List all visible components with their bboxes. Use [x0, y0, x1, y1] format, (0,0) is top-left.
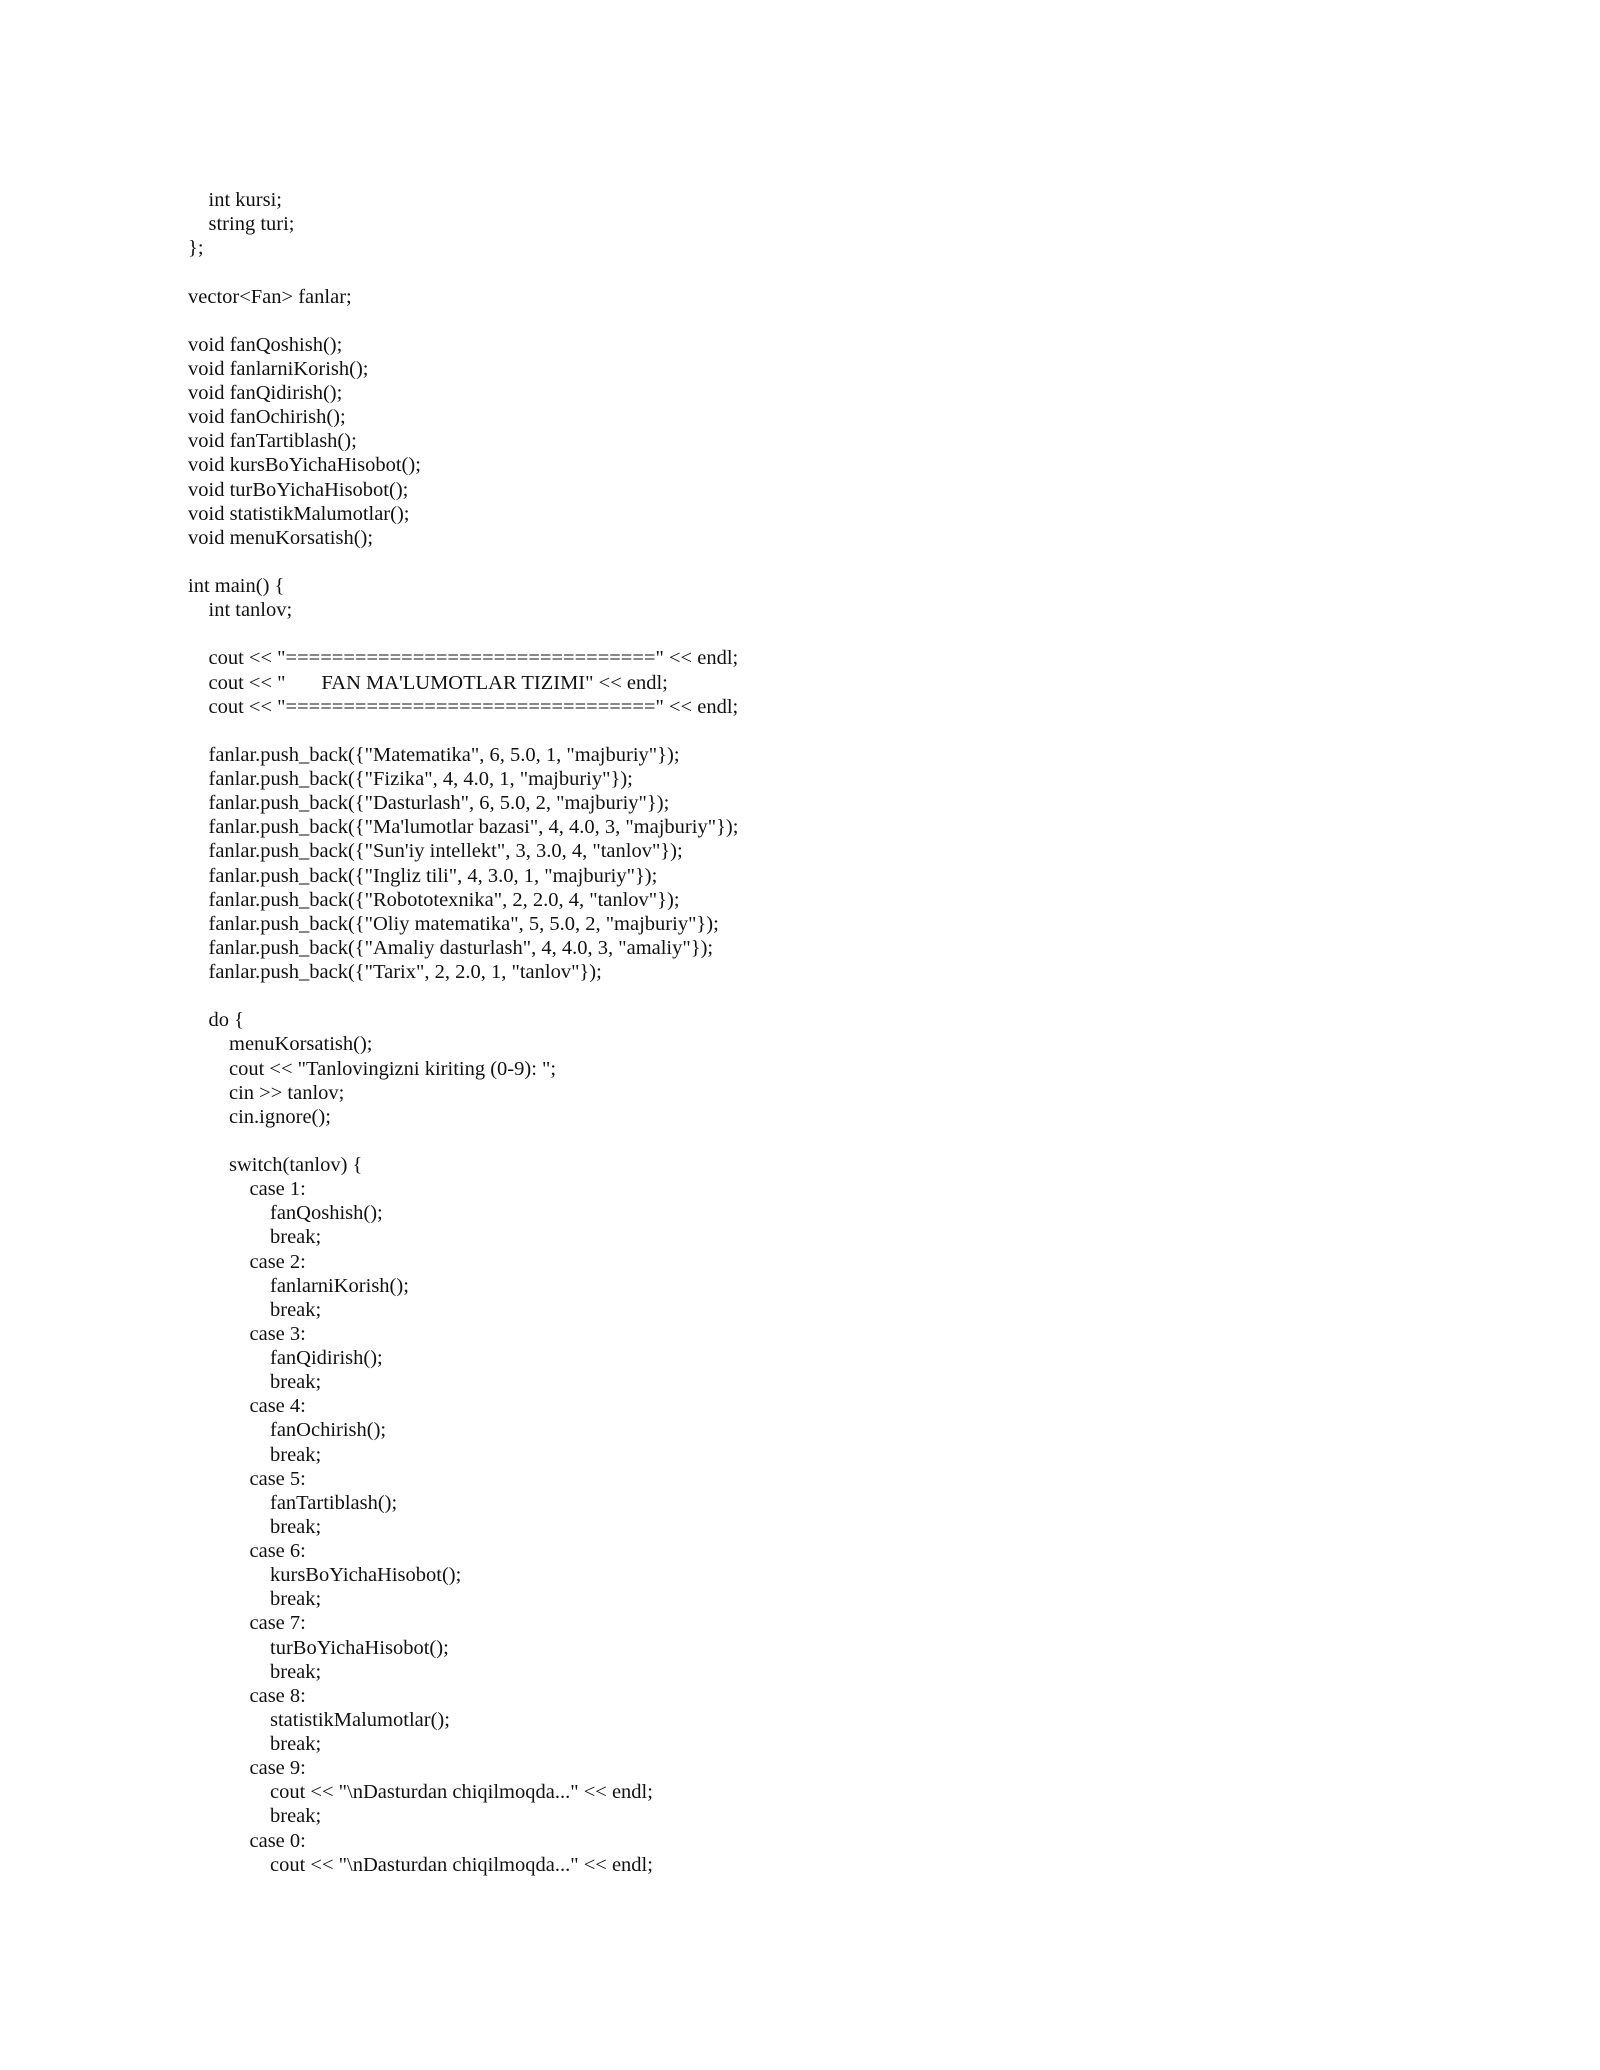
- code-line: cout << "\nDasturdan chiqilmoqda..." << endl;: [188, 1853, 653, 1876]
- code-line: statistikMalumotlar();: [188, 1708, 450, 1731]
- code-line: void fanQoshish();: [188, 333, 343, 356]
- blank-line: [188, 1129, 738, 1153]
- code-line: vector<Fan> fanlar;: [188, 285, 352, 308]
- code-line: break;: [188, 1805, 322, 1828]
- code-line: case 2:: [188, 1250, 306, 1273]
- code-line: void fanlarniKorish();: [188, 357, 369, 380]
- code-line: fanlar.push_back({"Ma'lumotlar bazasi", 4, 4.0, 3, "majburiy"});: [188, 816, 739, 839]
- code-line: void fanOchirish();: [188, 406, 346, 429]
- code-line: break;: [188, 1588, 322, 1611]
- code-line: void fanQidirish();: [188, 382, 343, 404]
- code-line: fanlar.push_back({"Sun'iy intellekt", 3, 3.0, 4, "tanlov"});: [188, 840, 683, 863]
- code-line: fanlar.push_back({"Robototexnika", 2, 2.0, 4, "tanlov"});: [188, 888, 680, 911]
- code-line: cin >> tanlov;: [188, 1081, 345, 1104]
- code-line: fanlar.push_back({"Amaliy dasturlash", 4, 4.0, 3, "amaliy"});: [188, 936, 714, 959]
- code-line: case 4:: [188, 1395, 306, 1418]
- code-line: fanlar.push_back({"Tarix", 2, 2.0, 1, "tanlov"});: [188, 961, 602, 983]
- code-line: break;: [188, 1371, 322, 1394]
- code-listing: [188, 188, 738, 1877]
- code-line: case 0:: [188, 1829, 306, 1852]
- code-line: case 9:: [188, 1757, 306, 1780]
- code-line: turBoYichaHisobot();: [188, 1636, 449, 1659]
- code-line: fanlar.push_back({"Matematika", 6, 5.0, 1, "majburiy"});: [188, 743, 680, 766]
- code-line: fanlar.push_back({"Ingliz tili", 4, 3.0, 1, "majburiy"});: [188, 864, 658, 887]
- code-line: cout << "================================" << endl;: [188, 647, 739, 670]
- code-line: int main() {: [188, 575, 285, 597]
- code-line: break;: [188, 1515, 322, 1538]
- code-line: do {: [188, 1009, 244, 1032]
- code-line: switch(tanlov) {: [188, 1154, 363, 1176]
- code-line: void fanTartiblash();: [188, 430, 357, 453]
- code-line: void statistikMalumotlar();: [188, 502, 410, 525]
- code-line: cout << " FAN MA'LUMOTLAR TIZIMI" << endl;: [188, 671, 668, 694]
- code-line: case 3:: [188, 1322, 306, 1345]
- code-line: void kursBoYichaHisobot();: [188, 454, 421, 477]
- code-line: break;: [188, 1733, 322, 1755]
- code-line: case 6:: [188, 1540, 306, 1562]
- code-line: cout << "================================" << endl;: [188, 695, 739, 718]
- code-line: case 1:: [188, 1178, 306, 1201]
- code-line: cout << "\nDasturdan chiqilmoqda..." << endl;: [188, 1781, 653, 1804]
- code-line: case 8:: [188, 1684, 306, 1707]
- blank-line: [188, 719, 738, 743]
- blank-line: [188, 550, 738, 574]
- code-line: string turi;: [188, 213, 295, 236]
- blank-line: [188, 309, 738, 333]
- code-line: void turBoYichaHisobot();: [188, 478, 409, 501]
- code-line: fanlar.push_back({"Dasturlash", 6, 5.0, 2, "majburiy"});: [188, 792, 670, 815]
- code-line: int kursi;: [188, 189, 282, 211]
- blank-line: [188, 622, 738, 646]
- code-line: fanTartiblash();: [188, 1491, 398, 1514]
- code-line: break;: [188, 1443, 322, 1466]
- code-line: };: [188, 237, 204, 260]
- code-line: fanlarniKorish();: [188, 1274, 409, 1297]
- code-line: fanlar.push_back({"Fizika", 4, 4.0, 1, "majburiy"});: [188, 768, 633, 790]
- code-line: case 5:: [188, 1467, 306, 1490]
- code-line: menuKorsatish();: [188, 1033, 373, 1056]
- code-line: int tanlov;: [188, 599, 293, 622]
- code-line: cout << "Tanlovingizni kiriting (0-9): ";: [188, 1057, 557, 1080]
- code-line: fanOchirish();: [188, 1419, 387, 1442]
- code-line: fanQidirish();: [188, 1347, 383, 1369]
- code-line: case 7:: [188, 1612, 306, 1635]
- code-line: void menuKorsatish();: [188, 526, 374, 549]
- code-line: cin.ignore();: [188, 1105, 331, 1128]
- code-line: break;: [188, 1298, 322, 1321]
- code-line: fanQoshish();: [188, 1202, 383, 1225]
- code-line: break;: [188, 1226, 322, 1249]
- blank-line: [188, 260, 738, 284]
- code-line: break;: [188, 1660, 322, 1683]
- code-line: fanlar.push_back({"Oliy matematika", 5, 5.0, 2, "majburiy"});: [188, 912, 719, 935]
- blank-line: [188, 984, 738, 1008]
- code-line: kursBoYichaHisobot();: [188, 1564, 462, 1587]
